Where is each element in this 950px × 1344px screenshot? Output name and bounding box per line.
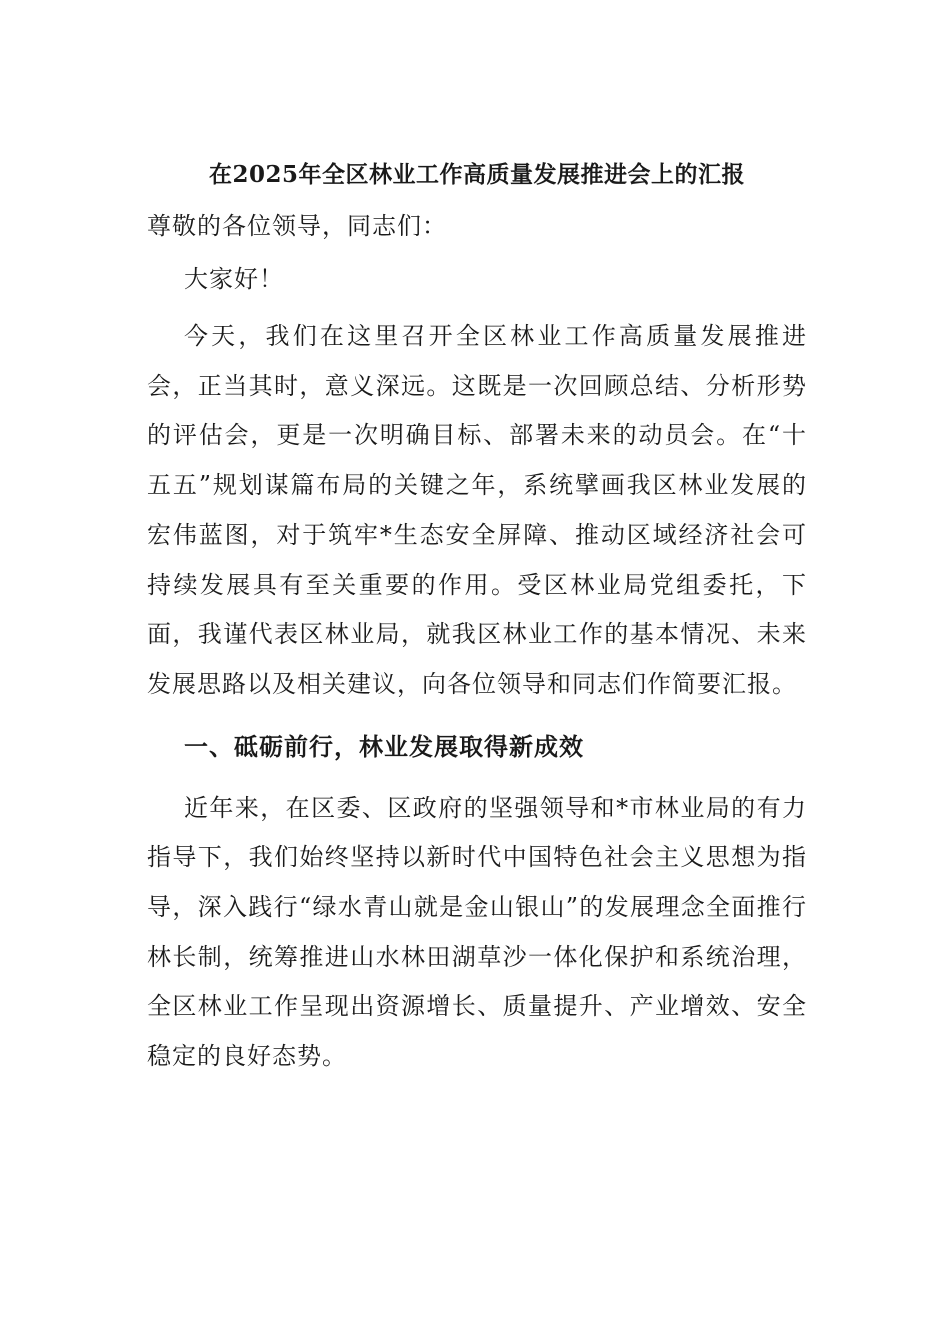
section-paragraph: 近年来，在区委、区政府的坚强领导和*市林业局的有力指导下，我们始终坚持以新时代中国特色社会主义思想为指导，深入践行“绿水青山就是金山银山”的发展理念全面推行林长制，统筹推进山水林田湖草沙一体化保护和系统治理，全区林业工作呈现出资源增长、质量提升、产业增效、安全稳定的良好态势。 [147, 793, 807, 1071]
greeting-line: 尊敬的各位领导，同志们： [147, 212, 447, 240]
salutation-line: 大家好！ [184, 265, 284, 293]
document-title: 在2025年全区林业工作高质量发展推进会上的汇报 [208, 161, 745, 188]
intro-paragraph: 今天，我们在这里召开全区林业工作高质量发展推进会，正当其时，意义深远。这既是一次回顾总结、分析形势的评估会，更是一次明确目标、部署未来的动员会。在“十五五”规划谋篇布局的关键之年，系统擘画我区林业发展的宏伟蓝图，对于筑牢*生态安全屏障、推动区域经济社会可持续发展具有至关重要的作用。受区林业局党组委托，下面，我谨代表区林业局，就我区林业工作的基本情况、未来发展思路以及相关建议，向各位领导和同志们作简要汇报。 [147, 322, 807, 698]
document-body [147, 150, 807, 1082]
section-heading: 一、砥砺前行，林业发展取得新成效 [184, 731, 584, 761]
